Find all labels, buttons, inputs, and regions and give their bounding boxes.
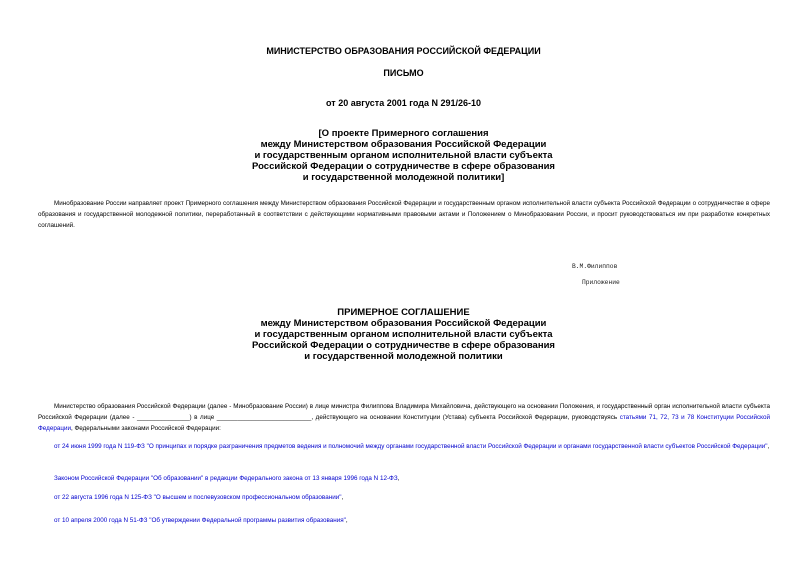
law-link[interactable]: Законом Российской Федерации "Об образовании" в редакции Федерального закона от 13 января 1996 года N 12-ФЗ: [54, 475, 398, 482]
letter-title: [0, 128, 807, 183]
law-item: [38, 473, 770, 484]
letter-title-line: и государственным органом исполнительной власти субъекта: [254, 150, 553, 161]
date-number: от 20 августа 2001 года N 291/26-10: [326, 98, 481, 108]
agreement-title: [0, 307, 807, 362]
law-suffix: ,: [767, 443, 770, 450]
intro-text-end: , Федеральными законами Российской Федерации:: [70, 425, 221, 432]
law-link[interactable]: от 24 июня 1999 года N 119-ФЗ "О принципах и порядке разграничения предметов ведения и полномочий между органами государственной власти Российской Федерации и органами государственной власти субъектов Российской Федерации": [54, 443, 768, 450]
agreement-intro: [38, 401, 770, 434]
letter-title-line: и государственной молодежной политики]: [302, 172, 505, 183]
law-suffix: ,: [397, 475, 400, 482]
doc-type-heading: ПИСЬМО: [383, 68, 424, 78]
letter-title-line: Российской Федерации о сотрудничестве в сфере образования: [252, 161, 555, 172]
law-item: [38, 441, 770, 452]
letter-title-line: между Министерством образования Российской Федерации: [260, 139, 547, 150]
letter-body: Минобразование России направляет проект Примерного соглашения между Министерством образования Российской Федерации и государственным органом исполнительной власти субъекта Российской Федерации о сотрудничестве в сфере образования и государственной молодежной политики, переработанный в соответствии с действующими нормативными правовыми актами и Положением о Минобразовании России, и просит руководствоваться им при разработке конкретных соглашений.: [38, 200, 770, 229]
agreement-title-line: ПРИМЕРНОЕ СОГЛАШЕНИЕ: [337, 307, 470, 318]
agreement-title-line: между Министерством образования Российской Федерации: [260, 318, 547, 329]
law-link[interactable]: от 10 апреля 2000 года N 51-ФЗ "Об утверждении Федеральной программы развития образования": [54, 517, 346, 524]
agreement-title-line: и государственным органом исполнительной власти субъекта: [254, 329, 553, 340]
letter-title-line: [О проекте Примерного соглашения: [318, 128, 489, 139]
appendix-label: Приложение: [582, 279, 620, 286]
law-item: [38, 515, 770, 526]
signature: В.М.Филиппов: [572, 263, 618, 270]
law-item: [38, 492, 770, 503]
law-suffix: ,: [341, 494, 344, 501]
intro-text: Министерство образования Российской Федерации (далее - Минобразование России) в лице министра Филиппова Владимира Михайловича, действующего на основании Положения, и государственный орган исполнительной власти субъекта Российской Федерации (далее - _______________) в лице ___________________________, действующего на основании Конституции (Устава) субъекта Российской Федерации, руководствуясь: [38, 403, 770, 421]
law-link[interactable]: от 22 августа 1996 года N 125-ФЗ "О высшем и послевузовском профессиональном образовании": [54, 494, 342, 501]
agreement-title-line: и государственной молодежной политики: [304, 351, 503, 362]
law-suffix: ,: [345, 517, 348, 524]
agreement-title-line: Российской Федерации о сотрудничестве в сфере образования: [252, 340, 555, 351]
constitution-link[interactable]: статьями 71, 72, 73 и 78 Конституции Российской Федерации: [38, 414, 771, 432]
ministry-heading: МИНИСТЕРСТВО ОБРАЗОВАНИЯ РОССИЙСКОЙ ФЕДЕРАЦИИ: [266, 46, 541, 56]
